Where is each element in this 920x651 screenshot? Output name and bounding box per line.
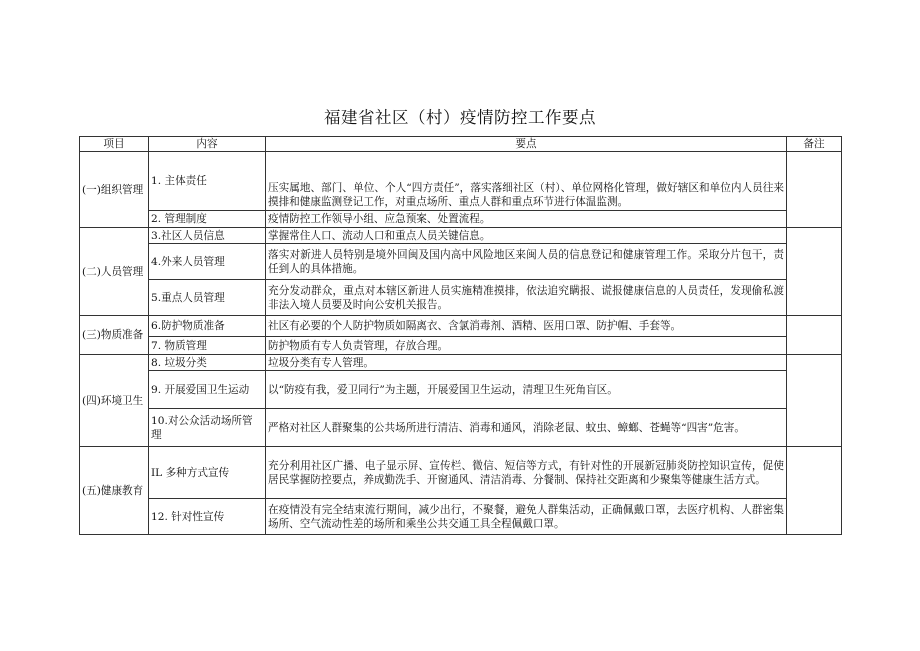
key-point-cell: 落实对新进人员特别是境外回闽及国内高中风险地区来闽人员的信息登记和健康管理工作。采取分片包干，责任到人的具体措施。 — [266, 244, 787, 280]
item-cell: 5.重点人员管理 — [149, 280, 266, 316]
item-cell: 2. 管理制度 — [149, 211, 266, 228]
category-cell: (四)环境卫生 — [80, 355, 149, 447]
key-point-cell: 以“防疫有我，爱卫同行”为主题，开展爱国卫生运动，清理卫生死角盲区。 — [266, 371, 787, 409]
item-cell: 9. 开展爱国卫生运动 — [149, 371, 266, 409]
table-row — [80, 228, 842, 244]
item-cell: 6.防护物质准备 — [149, 316, 266, 337]
header-key-points: 要点 — [266, 137, 787, 152]
table-row — [80, 152, 842, 211]
work-points-table — [79, 136, 842, 535]
item-cell: IL 多种方式宣传 — [149, 447, 266, 499]
key-point-cell: 防护物质有专人负责管理，存放合理。 — [266, 337, 787, 355]
remarks-cell — [787, 447, 842, 535]
table-row — [80, 211, 842, 228]
remarks-cell — [787, 355, 842, 447]
key-point-cell: 疫情防控工作领导小组、应急预案、处置流程。 — [266, 211, 787, 228]
header-content: 内容 — [149, 137, 266, 152]
item-cell: 8. 垃圾分类 — [149, 355, 266, 371]
table-row — [80, 371, 842, 409]
document-title: 福建省社区（村）疫情防控工作要点 — [324, 108, 596, 127]
table-row — [80, 355, 842, 371]
remarks-cell — [787, 228, 842, 316]
remarks-cell — [787, 316, 842, 355]
table-row — [80, 280, 842, 316]
table-row — [80, 244, 842, 280]
category-cell: (一)组织管理 — [80, 152, 149, 228]
key-point-text: 严格对社区人群聚集的公共场所进行清洁、消毒和通风，消除老鼠、蚊虫、蟑螂、苍蝇等“四害”危害。 — [268, 421, 745, 434]
category-cell: (三)物质准备 — [80, 316, 149, 355]
header-remarks: 备注 — [787, 137, 842, 152]
table-row — [80, 409, 842, 447]
item-cell: 3.社区人员信息 — [149, 228, 266, 244]
item-cell: 10.对公众活动场所管理 — [149, 409, 266, 447]
key-point-cell — [266, 409, 787, 447]
key-point-cell: 在疫情没有完全结束流行期间，减少出行，不聚餐，避免人群集活动，正确佩戴口罩，去医疗机构、人群密集场所、空气流动性差的场所和乘坐公共交通工具全程佩戴口罩。 — [266, 499, 787, 535]
key-point-cell: 社区有必要的个人防护物质如隔离衣、含氯消毒剂、酒精、医用口罩、防护帽、手套等。 — [266, 316, 787, 337]
key-point-cell: 充分发动群众，重点对本辖区新进人员实施精准摸排，依法追究瞒报、谎报健康信息的人员责任，发现偷私渡非法入境人员要及时向公安机关报告。 — [266, 280, 787, 316]
category-cell: (五)健康教育 — [80, 447, 149, 535]
table-row — [80, 337, 842, 355]
key-point-cell: 掌握常住人口、流动人口和重点人员关键信息。 — [266, 228, 787, 244]
table-header-row — [80, 137, 842, 152]
item-cell: 4.外来人员管理 — [149, 244, 266, 280]
table-row — [80, 316, 842, 337]
category-cell: (二)人员管理 — [80, 228, 149, 316]
key-point-cell: 充分利用社区广播、电子显示屏、宣传栏、微信、短信等方式，有针对性的开展新冠肺炎防控知识宣传，促使居民掌握防控要点，养成勤洗手、开窗通风、清洁消毒、分餐制、保持社交距离和少聚集等健康生活方式。 — [266, 447, 787, 499]
header-category: 项目 — [80, 137, 149, 152]
item-cell: 7. 物质管理 — [149, 337, 266, 355]
table-row — [80, 447, 842, 499]
table-row — [80, 499, 842, 535]
item-cell: 1. 主体责任 — [149, 152, 266, 211]
key-point-cell: 压实属地、部门、单位、个人“四方责任”，落实落细社区（村）、单位网格化管理，做好辖区和单位内人员往来摸排和健康监测登记工作，对重点场所、重点人群和重点环节进行体温监测。 — [266, 152, 787, 211]
remarks-cell — [787, 152, 842, 228]
item-cell: 12. 针对性宣传 — [149, 499, 266, 535]
key-point-cell: 垃圾分类有专人管理。 — [266, 355, 787, 371]
